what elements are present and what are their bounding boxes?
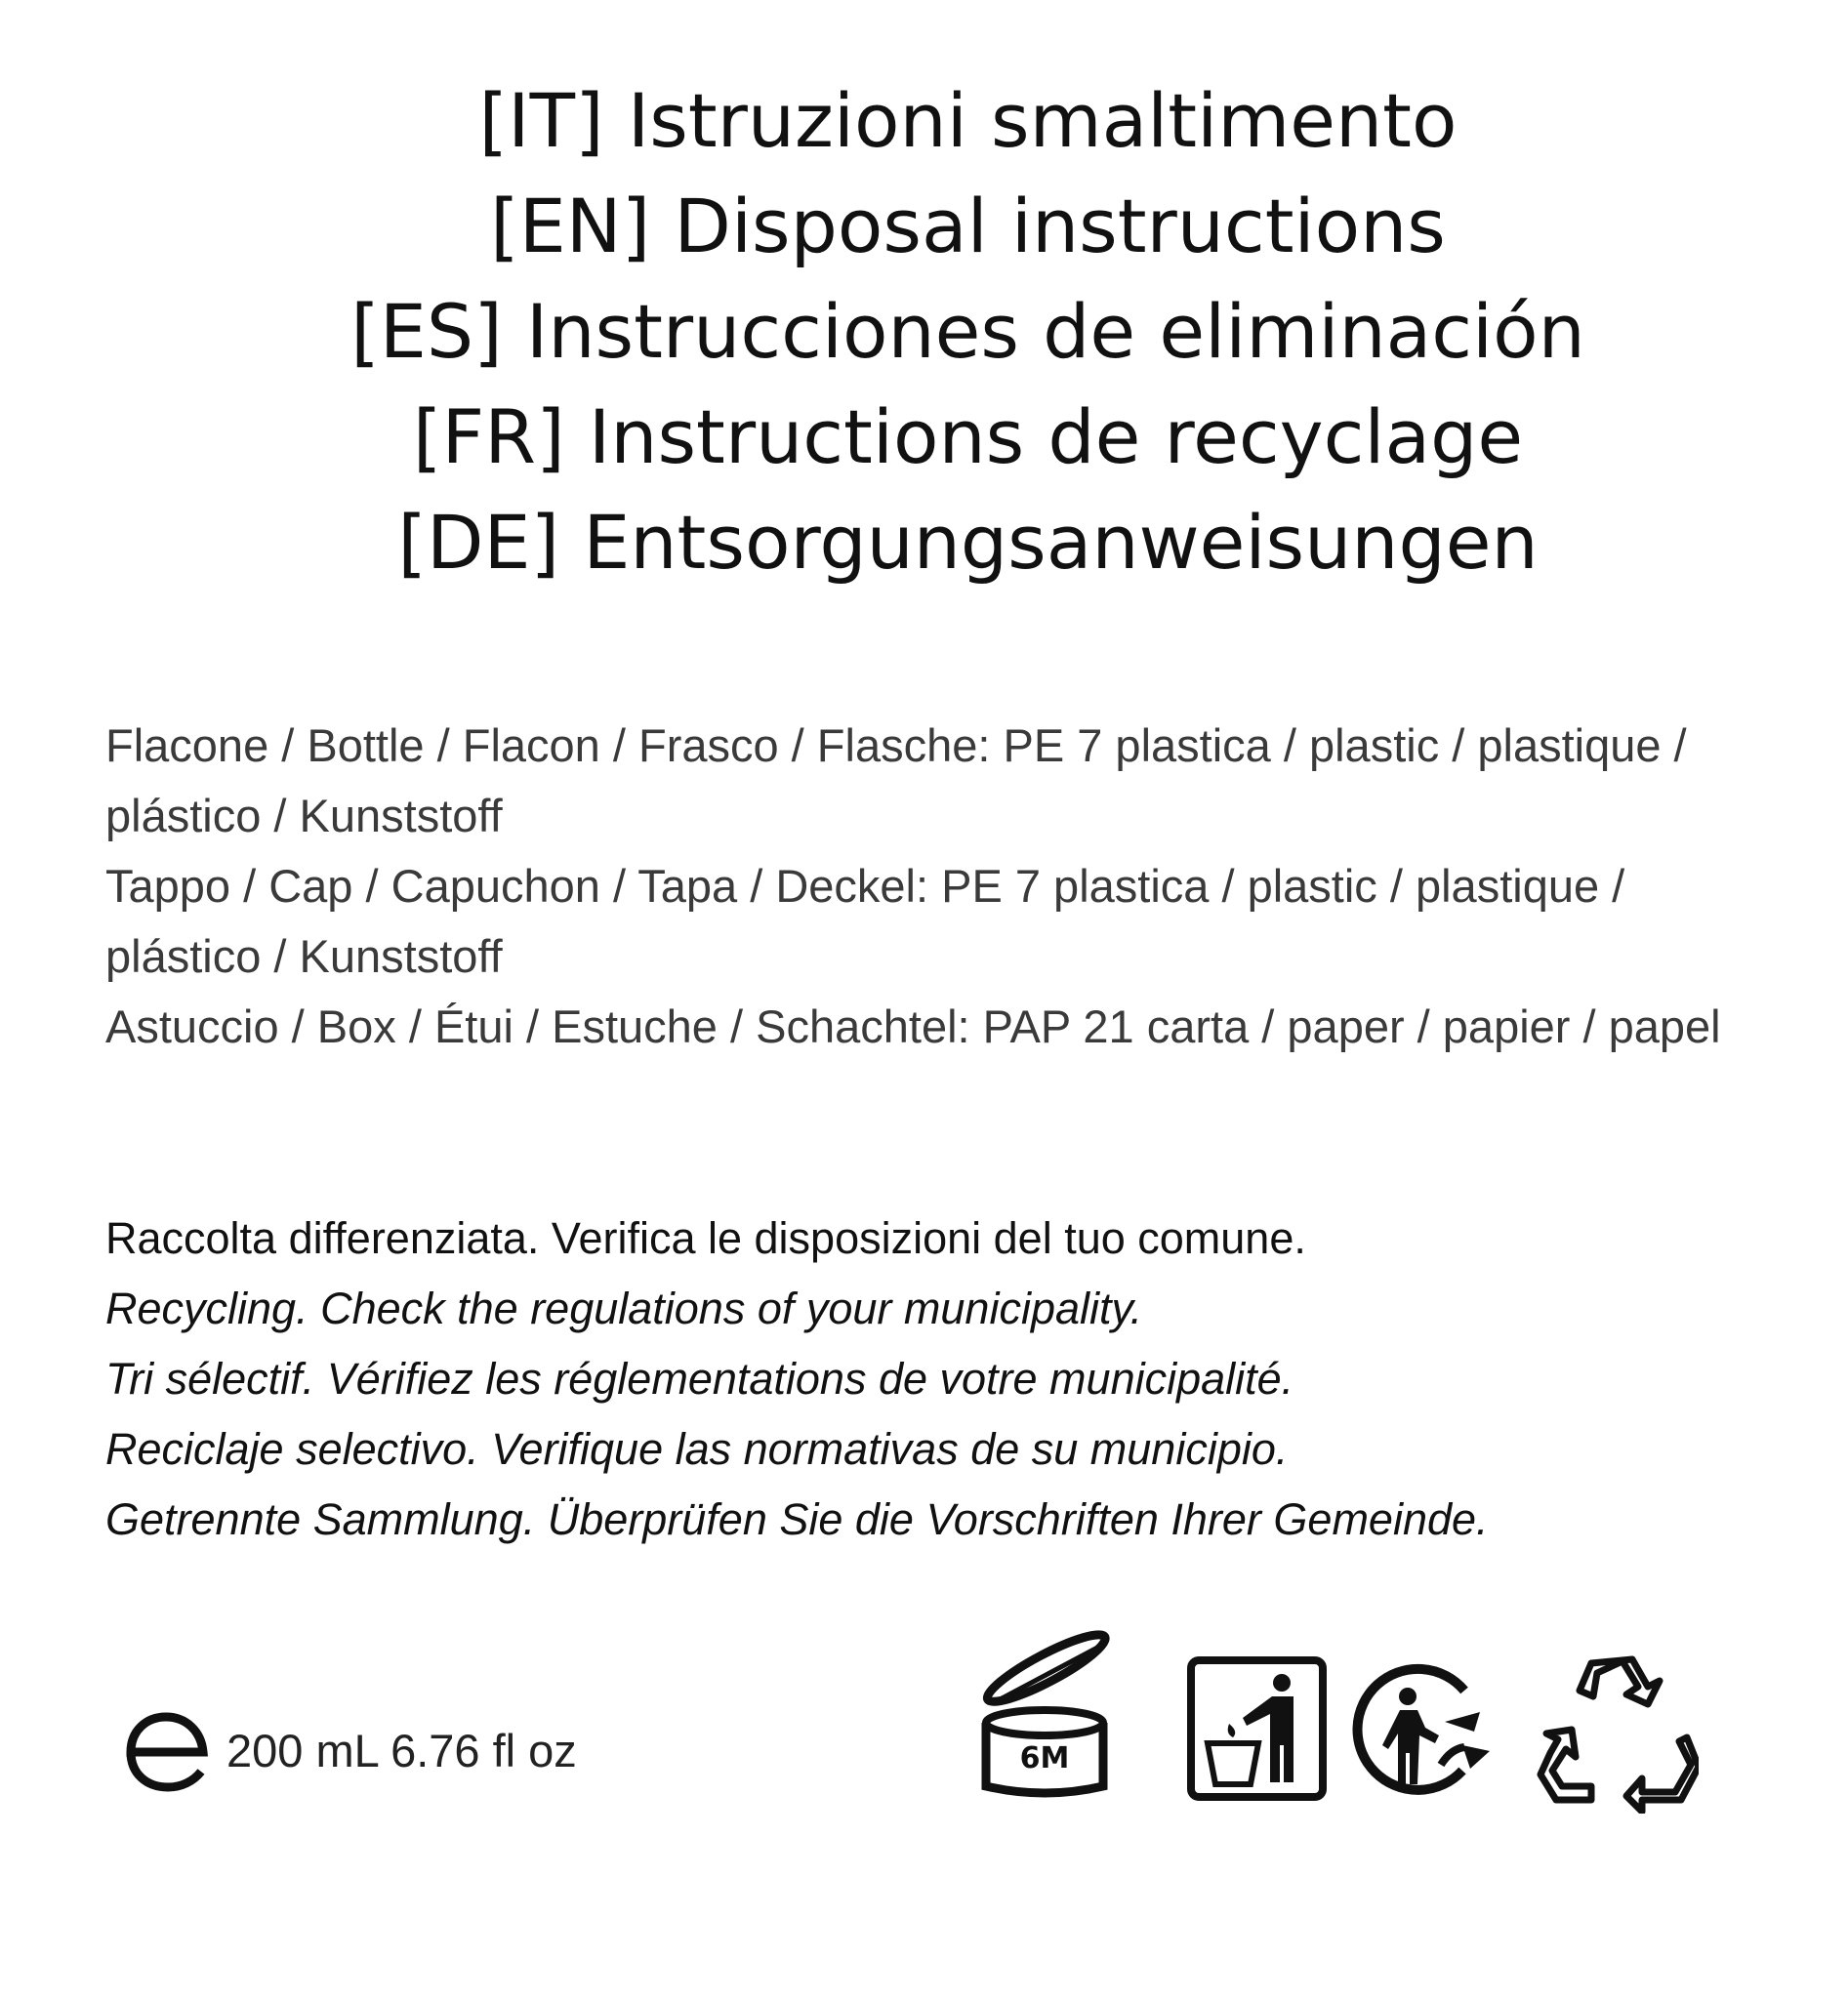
title-en: [EN] Disposal instructions <box>490 183 1446 269</box>
tidyman-icon <box>1347 1659 1494 1801</box>
materials-list <box>105 711 1765 1062</box>
recycling-de: Getrennte Sammlung. Überprüfen Sie die Vorschriften Ihrer Gemeinde. <box>105 1494 1489 1544</box>
volume-info <box>117 1696 577 1804</box>
title-de: [DE] Entsorgungsanweisungen <box>397 499 1539 586</box>
material-cap: Tappo / Cap / Capuchon / Tapa / Deckel: PE 7 plastica / plastic / plastique / plástico / Kunststoff <box>105 860 1625 982</box>
symbol-row <box>966 1620 1728 1806</box>
title-fr: [FR] Instructions de recyclage <box>412 393 1524 480</box>
recycling-notes <box>105 1203 1785 1555</box>
e-mark-icon <box>117 1701 215 1799</box>
recycling-es: Reciclaje selectivo. Verifique las normativas de su municipio. <box>105 1424 1289 1474</box>
title-it: [IT] Istruzioni smaltimento <box>478 77 1458 164</box>
volume-text: 200 mL 6.76 fl oz <box>226 1724 577 1776</box>
pao-label: 6M <box>1019 1741 1070 1775</box>
material-bottle: Flacone / Bottle / Flacon / Frasco / Flasche: PE 7 plastica / plastic / plastique / plástico / Kunststoff <box>105 719 1687 841</box>
recycling-fr: Tri sélectif. Vérifiez les réglementations de votre municipalité. <box>105 1354 1294 1404</box>
title-block <box>0 68 1848 595</box>
recycling-it: Raccolta differenziata. Verifica le disposizioni del tuo comune. <box>105 1213 1306 1263</box>
bin-person-icon <box>1186 1655 1328 1802</box>
pao-jar-icon <box>966 1620 1123 1806</box>
recycle-icon <box>1533 1648 1699 1814</box>
title-es: [ES] Instrucciones de eliminación <box>350 288 1585 375</box>
recycling-en: Recycling. Check the regulations of your municipality. <box>105 1284 1143 1333</box>
material-box: Astuccio / Box / Étui / Estuche / Schachtel: PAP 21 carta / paper / papier / papel <box>105 1000 1721 1052</box>
